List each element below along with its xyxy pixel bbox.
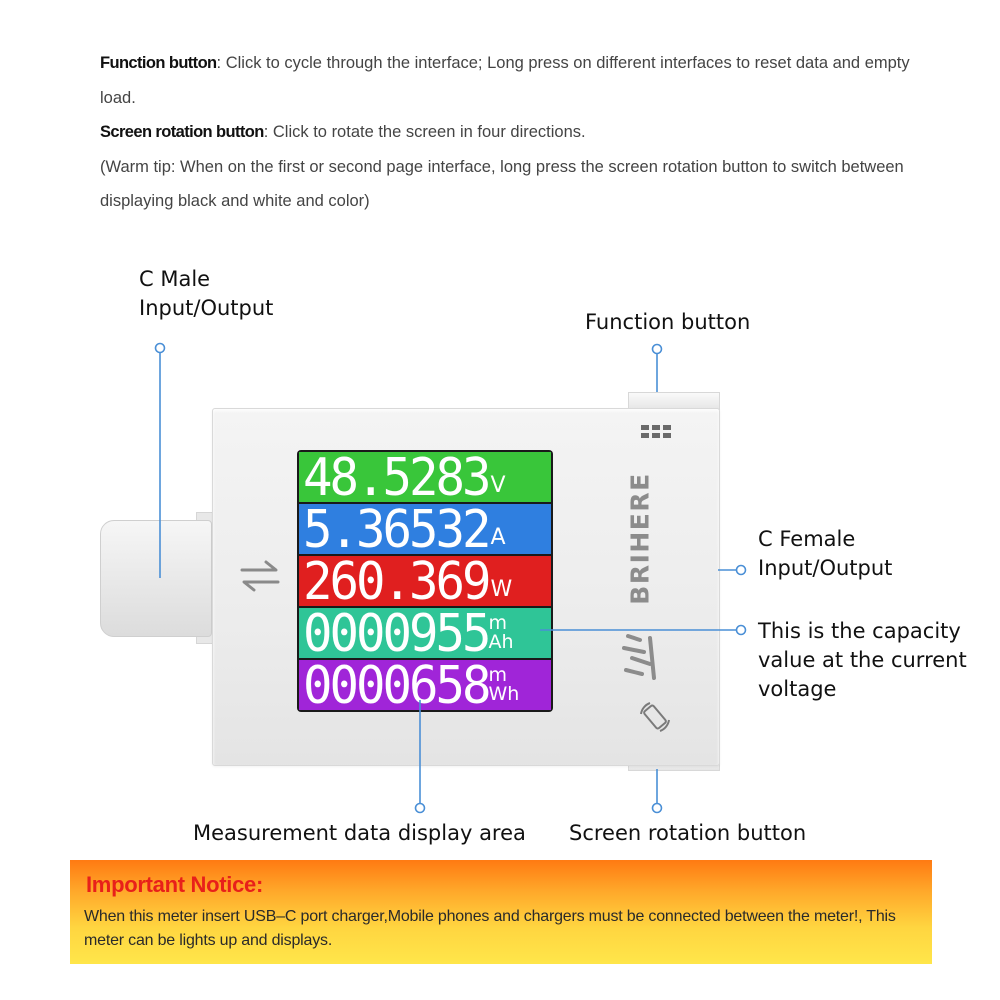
important-notice	[70, 860, 932, 964]
voltage-unit: V	[490, 473, 506, 498]
current-row	[299, 504, 551, 554]
current-unit: A	[490, 525, 506, 550]
energy-unit-base: Wh	[488, 683, 520, 705]
capacity-unit-prefix: m	[488, 612, 508, 634]
capacity-label	[758, 617, 967, 704]
capacity-label-line3: voltage	[758, 677, 837, 701]
display-area-label: Measurement data display area	[193, 821, 526, 845]
c-male-label-line1: C Male	[139, 267, 211, 291]
measurement-display	[297, 450, 553, 712]
function-button-label: Function button	[585, 310, 751, 334]
power-row	[299, 556, 551, 606]
power-unit: W	[490, 577, 513, 602]
energy-unit-prefix: m	[488, 664, 508, 686]
voltage-value: 48.5283	[303, 452, 489, 502]
rotation-button-instruction	[100, 115, 920, 150]
c-male-label-line2: Input/Output	[139, 296, 274, 320]
swap-arrows-icon	[238, 558, 282, 594]
c-male-label	[139, 265, 273, 323]
function-button-text: : Click to cycle through the interface; Long press on different interfaces to reset data and empty load.	[100, 54, 910, 107]
brand-name: BRIHERE	[625, 471, 655, 605]
capacity-unit-base: Ah	[488, 631, 514, 653]
function-button-instruction	[100, 46, 920, 115]
capacity-label-line2: value at the current	[758, 648, 967, 672]
menu-dots-icon	[640, 424, 674, 440]
energy-value: 0000658	[303, 660, 489, 710]
usb-c-male-plug	[100, 520, 212, 637]
rotation-button-label: Screen rotation button	[569, 821, 807, 845]
voltage-row	[299, 452, 551, 502]
energy-unit	[489, 666, 520, 704]
warm-tip: (Warm tip: When on the first or second page interface, long press the screen rotation button to switch between displaying black and white and color)	[100, 157, 904, 210]
notice-title: Important Notice:	[86, 872, 264, 897]
rotate-screen-icon	[638, 700, 672, 734]
rotation-button-text: : Click to rotate the screen in four directions.	[263, 123, 586, 141]
capacity-value: 0000955	[303, 608, 489, 658]
brand-logo	[600, 458, 680, 618]
brand-logo-icon	[610, 628, 666, 688]
capacity-label-line1: This is the capacity	[758, 619, 961, 643]
current-value: 5.36532	[303, 504, 489, 554]
c-female-label	[758, 525, 892, 583]
function-button-title: Function button	[100, 54, 217, 72]
capacity-row	[299, 608, 551, 658]
capacity-unit	[489, 614, 514, 652]
c-female-label-line2: Input/Output	[758, 556, 893, 580]
power-value: 260.369	[303, 556, 489, 606]
c-female-label-line1: C Female	[758, 527, 856, 551]
energy-row	[299, 660, 551, 710]
instructions-block	[100, 46, 920, 219]
notice-body: When this meter insert USB–C port charger,Mobile phones and chargers must be connected between the meter!, This meter can be lights up and displays.	[84, 908, 896, 949]
rotation-button-title: Screen rotation button	[100, 123, 264, 141]
